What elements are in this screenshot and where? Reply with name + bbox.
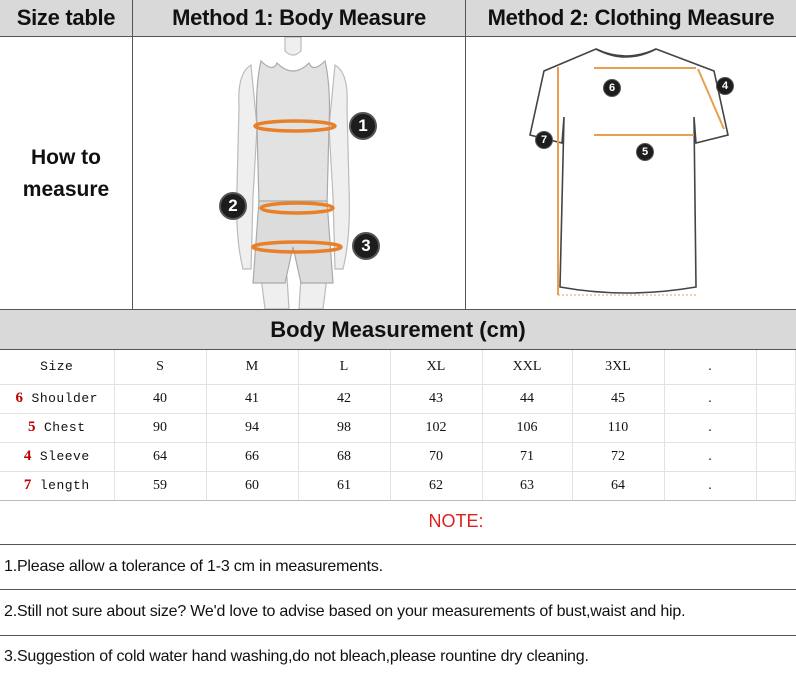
row-label: 7 length (0, 471, 114, 500)
how-to-measure-label (0, 142, 132, 206)
how-to-line-1: How to (31, 146, 101, 169)
col-header: 3XL (572, 350, 664, 384)
col-header: XL (390, 350, 482, 384)
marker-1-badge: 1 (349, 112, 377, 140)
table-cell: 64 (572, 471, 664, 500)
col-header: . (664, 350, 756, 384)
col-header: M (206, 350, 298, 384)
table-cell: 66 (206, 442, 298, 471)
note-title: NOTE: (428, 511, 484, 531)
table-cell: . (664, 471, 756, 500)
marker-7-badge: 7 (535, 131, 553, 149)
table-row (0, 413, 796, 442)
table-cell (756, 384, 796, 413)
row-label: 5 Chest (0, 413, 114, 442)
body-figure-illustration (133, 37, 465, 309)
note-item-1: 1.Please allow a tolerance of 1-3 cm in measurements. (4, 558, 383, 575)
table-cell: 62 (390, 471, 482, 500)
header-size-table: Size table (0, 0, 132, 36)
table-cell: 90 (114, 413, 206, 442)
body-measurement-title: Body Measurement (cm) (0, 310, 796, 350)
row-label: 6 Shoulder (0, 384, 114, 413)
table-cell: 72 (572, 442, 664, 471)
col-header: Size (0, 350, 114, 384)
marker-6-badge: 6 (603, 79, 621, 97)
table-cell: 106 (482, 413, 572, 442)
table-cell (756, 442, 796, 471)
size-table (0, 350, 796, 501)
col-header: L (298, 350, 390, 384)
header-method-1: Method 1: Body Measure (133, 0, 465, 36)
table-cell: 60 (206, 471, 298, 500)
note-item-2: 2.Still not sure about size? We'd love to advise based on your measurements of bust,waist and hip. (4, 603, 686, 620)
table-cell: 44 (482, 384, 572, 413)
row-label: 4 Sleeve (0, 442, 114, 471)
marker-5-badge: 5 (636, 143, 654, 161)
header-method-2: Method 2: Clothing Measure (466, 0, 796, 36)
table-cell: 71 (482, 442, 572, 471)
table-cell: 45 (572, 384, 664, 413)
table-cell: 70 (390, 442, 482, 471)
table-cell: 61 (298, 471, 390, 500)
table-cell: 94 (206, 413, 298, 442)
table-header-row (0, 350, 796, 384)
col-header: S (114, 350, 206, 384)
how-to-line-2: measure (22, 178, 110, 201)
table-cell: 40 (114, 384, 206, 413)
table-cell: 43 (390, 384, 482, 413)
table-cell: . (664, 442, 756, 471)
table-cell: 102 (390, 413, 482, 442)
col-header: XXL (482, 350, 572, 384)
table-row (0, 384, 796, 413)
table-cell (756, 413, 796, 442)
table-cell: 68 (298, 442, 390, 471)
tshirt-illustration (466, 37, 796, 309)
table-cell: 41 (206, 384, 298, 413)
table-row (0, 471, 796, 500)
table-cell (756, 471, 796, 500)
table-cell: 98 (298, 413, 390, 442)
table-cell: 42 (298, 384, 390, 413)
marker-3-badge: 3 (352, 232, 380, 260)
table-cell: . (664, 413, 756, 442)
marker-4-badge: 4 (716, 77, 734, 95)
marker-2-badge: 2 (219, 192, 247, 220)
table-row (0, 442, 796, 471)
note-item-3: 3.Suggestion of cold water hand washing,do not bleach,please rountine dry cleaning. (4, 647, 589, 665)
table-cell: 64 (114, 442, 206, 471)
table-cell: 59 (114, 471, 206, 500)
table-cell: 110 (572, 413, 664, 442)
table-cell: . (664, 384, 756, 413)
table-cell: 63 (482, 471, 572, 500)
col-header (756, 350, 796, 384)
